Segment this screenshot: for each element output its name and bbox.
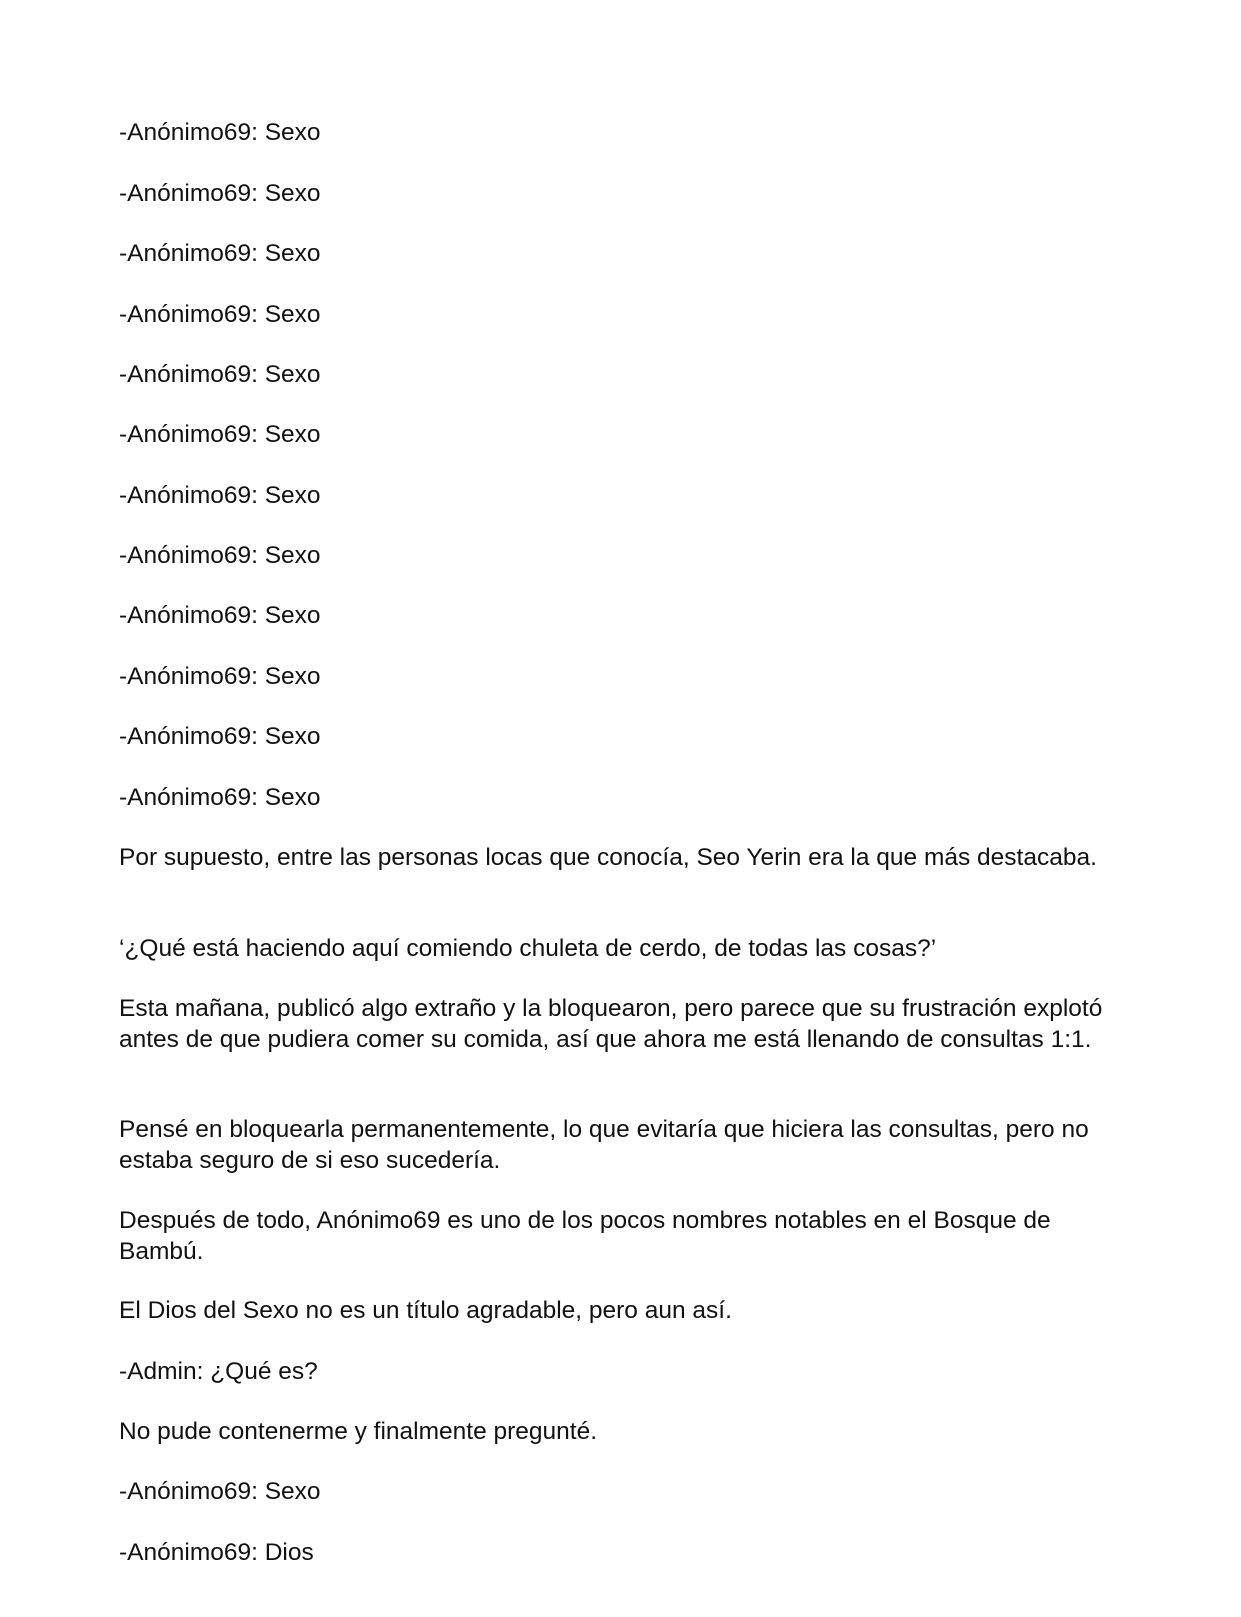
- chat-line: -Anónimo69: Sexo: [119, 180, 321, 207]
- narrative-paragraph: Después de todo, Anónimo69 es uno de los pocos nombres notables en el Bosque de Bambú.: [119, 1207, 1051, 1265]
- narrative-paragraph: No pude contenerme y finalmente pregunté.: [119, 1418, 598, 1445]
- chat-line: -Anónimo69: Sexo: [119, 421, 321, 448]
- chat-line: -Anónimo69: Sexo: [119, 723, 321, 750]
- chat-line: -Anónimo69: Sexo: [119, 784, 321, 811]
- chat-line: -Anónimo69: Sexo: [119, 482, 321, 509]
- chat-line: -Anónimo69: Sexo: [119, 602, 321, 629]
- chat-line: -Admin: ¿Qué es?: [119, 1358, 318, 1385]
- chat-line: -Anónimo69: Sexo: [119, 361, 321, 388]
- chat-line: -Anónimo69: Sexo: [119, 301, 321, 328]
- chat-line: -Anónimo69: Sexo: [119, 119, 321, 146]
- chat-line: -Anónimo69: Sexo: [119, 663, 321, 690]
- narrative-paragraph: Por supuesto, entre las personas locas que conocía, Seo Yerin era la que más destacaba.: [119, 844, 1097, 871]
- chat-line: -Anónimo69: Sexo: [119, 1478, 321, 1505]
- chat-line: -Anónimo69: Sexo: [119, 542, 321, 569]
- thought-paragraph: ‘¿Qué está haciendo aquí comiendo chuleta de cerdo, de todas las cosas?’: [119, 935, 937, 962]
- chat-line: -Anónimo69: Sexo: [119, 240, 321, 267]
- narrative-paragraph: Esta mañana, publicó algo extraño y la bloquearon, pero parece que su frustración explotó antes de que pudiera comer su comida, así que ahora me está llenando de consultas 1:1.: [119, 995, 1103, 1053]
- chat-line: -Anónimo69: Dios: [119, 1539, 314, 1566]
- narrative-paragraph: El Dios del Sexo no es un título agradable, pero aun así.: [119, 1297, 732, 1324]
- narrative-paragraph: Pensé en bloquearla permanentemente, lo que evitaría que hiciera las consultas, pero no estaba seguro de si eso sucedería.: [119, 1116, 1089, 1174]
